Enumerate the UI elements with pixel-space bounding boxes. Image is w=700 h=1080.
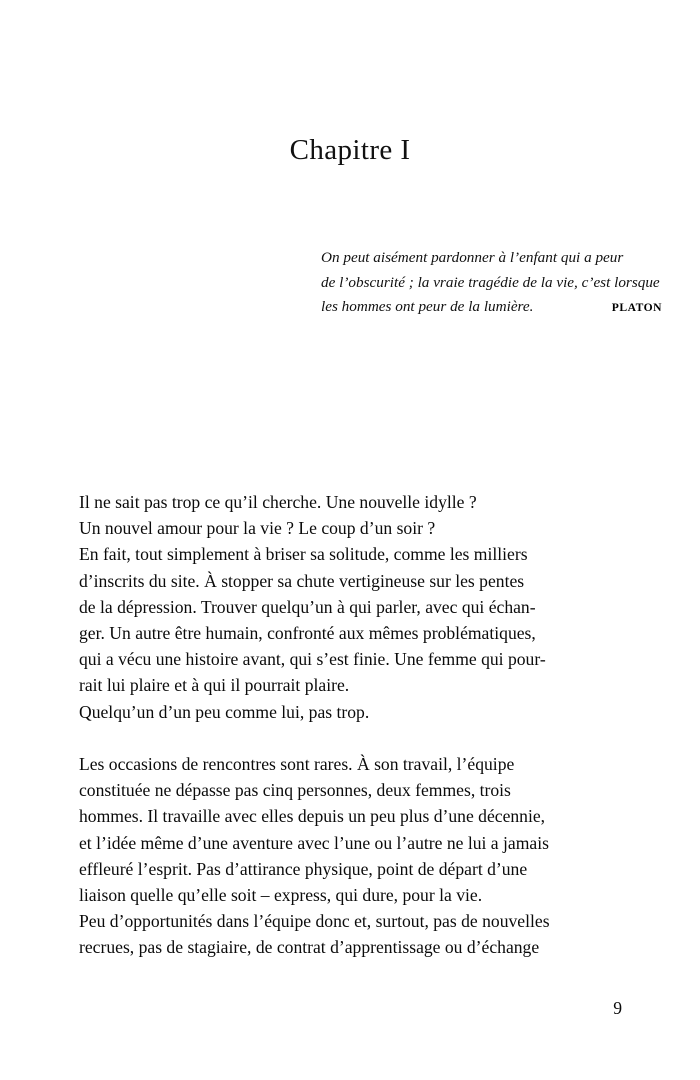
text-line: Il ne sait pas trop ce qu’il cherche. Une nouvelle idylle ?: [79, 492, 477, 512]
paragraph-1: [79, 489, 622, 725]
text-line: constituée ne dépasse pas cinq personnes, deux femmes, trois: [79, 780, 511, 801]
text-line: ger. Un autre être humain, confronté aux mêmes problématiques,: [79, 623, 536, 644]
text-line: effleuré l’esprit. Pas d’attirance physique, point de départ d’une: [79, 858, 528, 879]
epigraph-attribution: PLATON: [611, 301, 662, 315]
text-line: Les occasions de rencontres sont rares. À son travail, l’équipe: [79, 754, 515, 775]
epigraph-line: de l’obscurité ; la vraie tragédie de la vie, c’est lorsque: [321, 273, 660, 291]
text-line: liaison quelle qu’elle soit – express, qui dure, pour la vie.: [79, 885, 483, 906]
text-line: rait lui plaire et à qui il pourrait plaire.: [79, 675, 350, 696]
text-line: Un nouvel amour pour la vie ? Le coup d’un soir ?: [79, 518, 436, 539]
text-line: En fait, tout simplement à briser sa solitude, comme les milliers: [79, 544, 528, 565]
epigraph-last-line-row: [321, 295, 662, 321]
text-line: Peu d’opportunités dans l’équipe donc et, surtout, pas de nouvelles: [79, 911, 550, 932]
epigraph-block: [321, 246, 662, 321]
text-line: et l’idée même d’une aventure avec l’une ou l’autre ne lui a jamais: [79, 832, 549, 853]
text-line: d’inscrits du site. À stopper sa chute vertigineuse sur les pentes: [79, 570, 525, 591]
paragraph-2: [79, 751, 622, 961]
epigraph-line: On peut aisément pardonner à l’enfant qui a peur: [321, 249, 624, 267]
chapter-title: Chapitre I: [289, 134, 411, 167]
epigraph-line: les hommes ont peur de la lumière.: [321, 298, 534, 316]
text-line: hommes. Il travaille avec elles depuis un peu plus d’une décennie,: [79, 806, 546, 827]
text-line: recrues, pas de stagiaire, de contrat d’apprentissage ou d’échange: [79, 937, 540, 958]
text-line: qui a vécu une histoire avant, qui s’est finie. Une femme qui pour-: [79, 649, 546, 670]
text-line: de la dépression. Trouver quelqu’un à qui parler, avec qui échan-: [79, 596, 536, 617]
page-number: 9: [613, 998, 622, 1018]
text-line: Quelqu’un d’un peu comme lui, pas trop.: [79, 701, 370, 722]
body-text: [79, 489, 622, 961]
